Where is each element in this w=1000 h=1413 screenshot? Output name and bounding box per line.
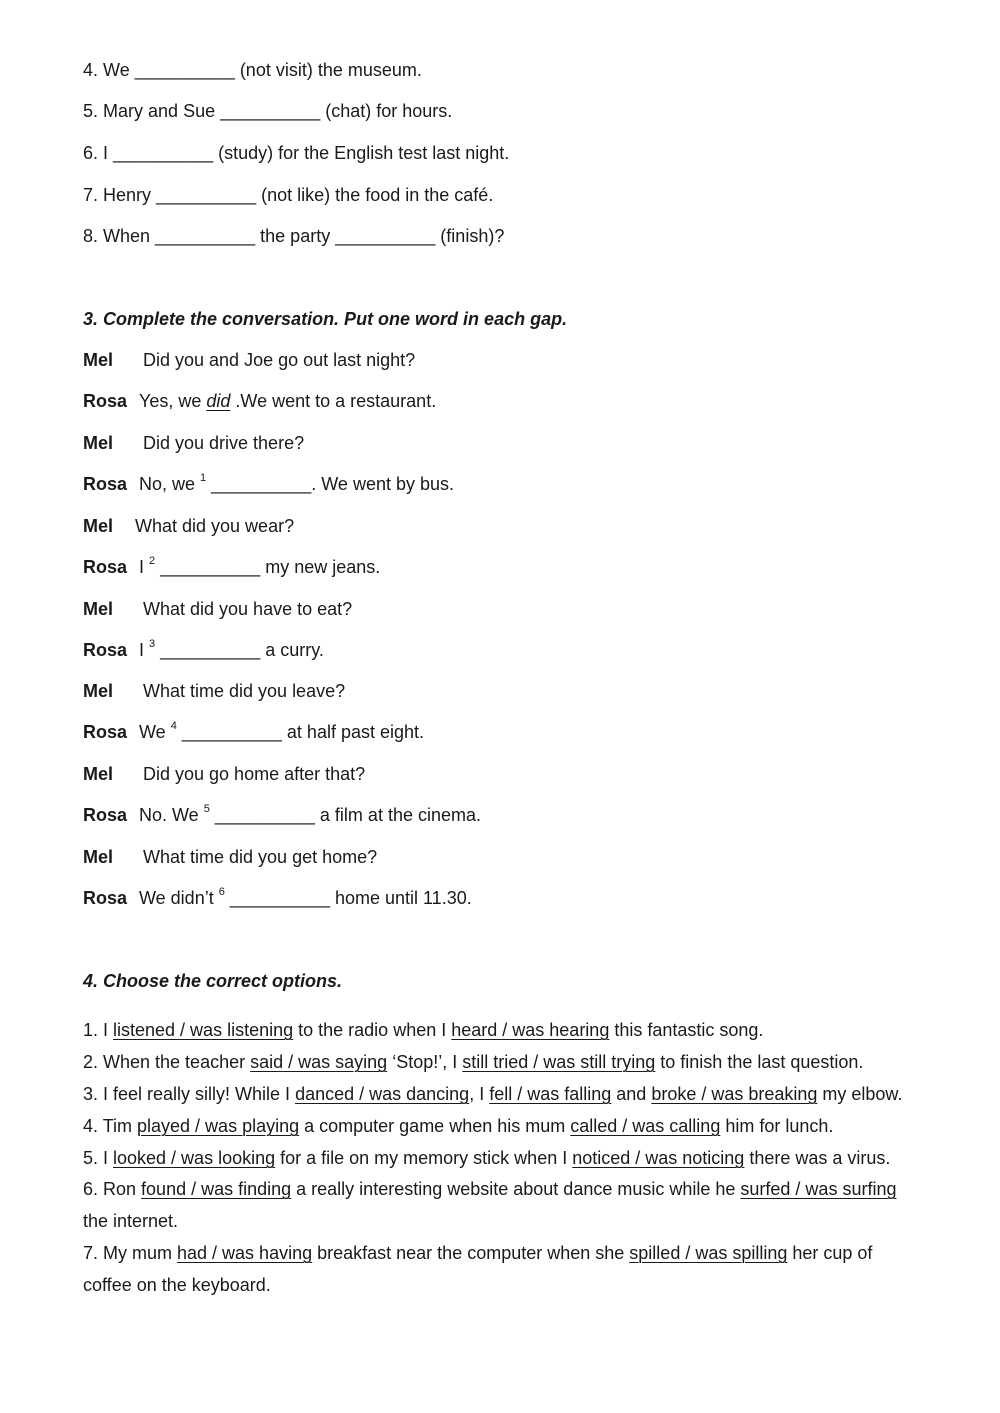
option-choice[interactable]: said / was saying [250, 1052, 388, 1072]
dialogue-line [83, 639, 324, 661]
dialogue-text: We didn’t [139, 888, 219, 908]
option-choice[interactable]: heard / was hearing [451, 1020, 610, 1040]
option-choice[interactable]: had / was having [177, 1243, 313, 1263]
dialogue-text: __________ home until 11.30. [224, 888, 472, 908]
dialogue-line [83, 846, 377, 868]
item-text: Henry __________ (not like) the food in the café. [103, 185, 494, 205]
ex3-heading: 3. Complete the conversation. Put one word in each gap. [83, 309, 568, 329]
ex2-item [83, 100, 452, 122]
item-text: to finish the last question. [655, 1052, 864, 1072]
item-number: 4. [83, 60, 99, 80]
dialogue-text: I [139, 557, 150, 577]
item-text: for a file on my memory stick when I [275, 1148, 573, 1168]
option-choice[interactable]: still tried / was still trying [462, 1052, 656, 1072]
dialogue-line [83, 349, 415, 371]
item-number: 7. [83, 185, 99, 205]
speaker-label: Mel [83, 433, 114, 453]
dialogue-text: __________ a film at the cinema. [209, 805, 481, 825]
dialogue-text: .We went to a restaurant. [230, 391, 437, 411]
ex4-item-continuation: the internet. [83, 1211, 179, 1231]
dialogue-text: __________ my new jeans. [155, 557, 381, 577]
item-text: and [611, 1084, 652, 1104]
item-text: 5. I [83, 1148, 114, 1168]
ex4-item [83, 1083, 902, 1105]
speaker-label: Rosa [83, 888, 128, 908]
speaker-label: Rosa [83, 805, 128, 825]
ex2-item [83, 59, 422, 81]
dialogue-text: I [139, 640, 150, 660]
dialogue-text: Did you go home after that? [143, 764, 366, 784]
ex4-item [83, 1147, 890, 1169]
gap-number: 1 [200, 472, 207, 484]
item-text: a really interesting website about dance music while he [291, 1179, 741, 1199]
speaker-label: Rosa [83, 640, 128, 660]
dialogue-text: We [139, 722, 171, 742]
item-text: I __________ (study) for the English test last night. [103, 143, 510, 163]
dialogue-text: Did you drive there? [143, 433, 305, 453]
dialogue-line [83, 515, 294, 537]
option-choice[interactable]: looked / was looking [113, 1148, 276, 1168]
speaker-label: Rosa [83, 557, 128, 577]
option-choice[interactable]: called / was calling [570, 1116, 721, 1136]
dialogue-text: What did you have to eat? [143, 599, 353, 619]
item-text: We __________ (not visit) the museum. [103, 60, 422, 80]
option-choice[interactable]: surfed / was surfing [740, 1179, 897, 1199]
speaker-label: Mel [83, 764, 114, 784]
gap-number: 4 [170, 720, 177, 732]
speaker-label: Mel [83, 847, 114, 867]
dialogue-text: What time did you leave? [143, 681, 346, 701]
item-text: him for lunch. [720, 1116, 834, 1136]
item-text: 1. I [83, 1020, 114, 1040]
item-text: there was a virus. [744, 1148, 891, 1168]
dialogue-line [83, 432, 304, 454]
ex4-heading: 4. Choose the correct options. [83, 971, 343, 991]
gap-number: 6 [218, 886, 225, 898]
speaker-label: Mel [83, 599, 114, 619]
dialogue-text: Yes, we [139, 391, 207, 411]
item-text: , I [469, 1084, 490, 1104]
option-choice[interactable]: listened / was listening [113, 1020, 294, 1040]
dialogue-text: __________ a curry. [155, 640, 324, 660]
ex4-item [83, 1178, 896, 1200]
item-text: 7. My mum [83, 1243, 178, 1263]
dialogue-text: No, we [139, 474, 201, 494]
speaker-label: Rosa [83, 474, 128, 494]
option-choice[interactable]: broke / was breaking [651, 1084, 818, 1104]
dialogue-line [83, 473, 454, 495]
item-text: 2. When the teacher [83, 1052, 251, 1072]
dialogue-line [83, 721, 424, 743]
ex4-item-continuation: coffee on the keyboard. [83, 1275, 271, 1295]
speaker-label: Rosa [83, 391, 128, 411]
item-number: 8. [83, 226, 99, 246]
dialogue-line [83, 598, 352, 620]
item-text: my elbow. [817, 1084, 903, 1104]
dialogue-line [83, 390, 436, 412]
dialogue-line [83, 556, 380, 578]
dialogue-text: What time did you get home? [143, 847, 378, 867]
ex2-item [83, 142, 509, 164]
item-text: her cup of [787, 1243, 873, 1263]
option-choice[interactable]: spilled / was spilling [629, 1243, 788, 1263]
item-text: breakfast near the computer when she [312, 1243, 630, 1263]
dialogue-text: No. We [139, 805, 204, 825]
item-text: 4. Tim [83, 1116, 138, 1136]
speaker-label: Mel [83, 681, 114, 701]
option-choice[interactable]: played / was playing [137, 1116, 300, 1136]
item-text: When __________ the party __________ (finish)? [103, 226, 505, 246]
dialogue-text: Did you and Joe go out last night? [143, 350, 416, 370]
dialogue-line [83, 680, 345, 702]
ex4-item [83, 1242, 872, 1264]
ex2-item [83, 225, 504, 247]
option-choice[interactable]: noticed / was noticing [572, 1148, 745, 1168]
item-text: ‘Stop!’, I [387, 1052, 463, 1072]
speaker-label: Mel [83, 516, 114, 536]
ex2-item [83, 184, 493, 206]
dialogue-text: What did you wear? [135, 516, 295, 536]
item-text: 6. Ron [83, 1179, 142, 1199]
item-text: Mary and Sue __________ (chat) for hours. [103, 101, 453, 121]
ex4-item [83, 1115, 833, 1137]
gap-number: 3 [149, 638, 156, 650]
gap-number: 5 [203, 803, 210, 815]
item-number: 6. [83, 143, 99, 163]
item-number: 5. [83, 101, 99, 121]
example-answer: did [206, 391, 231, 411]
ex4-item [83, 1019, 763, 1041]
option-choice[interactable]: danced / was dancing [295, 1084, 470, 1104]
dialogue-text: __________. We went by bus. [206, 474, 454, 494]
item-text: a computer game when his mum [299, 1116, 571, 1136]
item-text: this fantastic song. [609, 1020, 764, 1040]
item-text: to the radio when I [293, 1020, 452, 1040]
speaker-label: Mel [83, 350, 114, 370]
dialogue-text: __________ at half past eight. [176, 722, 425, 742]
option-choice[interactable]: found / was finding [141, 1179, 292, 1199]
gap-number: 2 [149, 555, 156, 567]
dialogue-line [83, 887, 472, 909]
item-text: 3. I feel really silly! While I [83, 1084, 296, 1104]
option-choice[interactable]: fell / was falling [489, 1084, 612, 1104]
dialogue-line [83, 804, 481, 826]
ex4-item [83, 1051, 863, 1073]
speaker-label: Rosa [83, 722, 128, 742]
dialogue-line [83, 763, 365, 785]
